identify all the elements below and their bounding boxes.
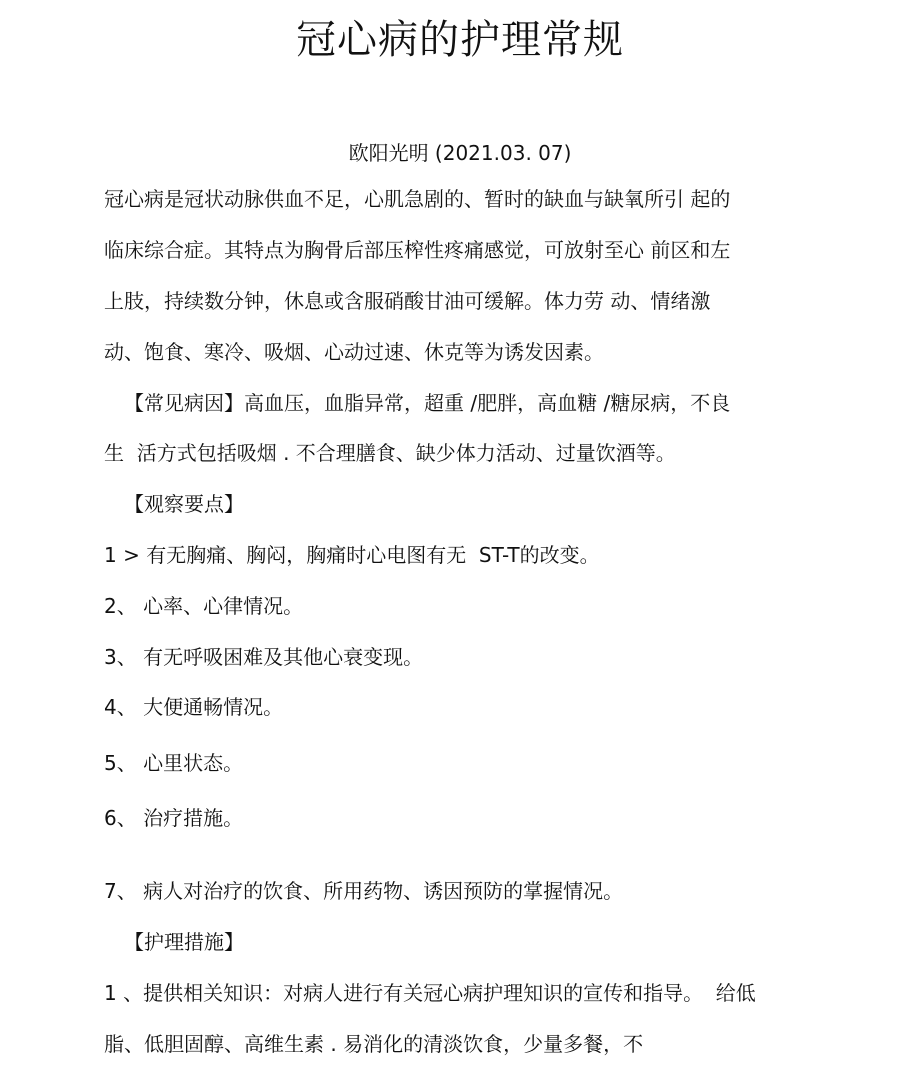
causes-line: 【常见病因】高血压，血脂异常，超重 /肥胖，高血糖 /糖尿病，不良 [124, 391, 731, 415]
document-title: 冠心病的护理常规 [296, 17, 624, 63]
list-item: 6、 治疗措施。 [104, 806, 244, 830]
section-heading-observation: 【观察要点】 [124, 492, 244, 516]
paragraph-line: 临床综合症。其特点为胸骨后部压榨性疼痛感觉，可放射至心 前区和左 [104, 238, 731, 262]
list-item: 4、 大便通畅情况。 [104, 695, 284, 719]
paragraph-line: 动、饱食、寒冷、吸烟、心动过速、休克等为诱发因素。 [104, 340, 604, 364]
causes-line: 生 活方式包括吸烟 . 不合理膳食、缺少体力活动、过量饮酒等。 [104, 441, 676, 465]
care-item-line: 脂、低胆固醇、高维生素 . 易消化的清淡饮食，少量多餐，不 [104, 1032, 644, 1056]
author-date: 欧阳光明 (2021.03. 07) [348, 141, 572, 165]
paragraph-line: 上肢，持续数分钟，休息或含服硝酸甘油可缓解。体力劳 动、情绪激 [104, 289, 711, 313]
paragraph-line: 冠心病是冠状动脉供血不足，心肌急剧的、暂时的缺血与缺氧所引 起的 [104, 187, 731, 211]
list-item: 2、 心率、心律情况。 [104, 594, 304, 618]
care-item-line: 1 、提供相关知识：对病人进行有关冠心病护理知识的宣传和指导。 给低 [104, 981, 756, 1005]
section-heading-care: 【护理措施】 [124, 930, 244, 954]
list-item: 3、 有无呼吸困难及其他心衰变现。 [104, 645, 424, 669]
list-item: 5、 心里状态。 [104, 751, 244, 775]
list-item: 1 > 有无胸痛、胸闷，胸痛时心电图有无 ST-T的改变。 [104, 543, 600, 567]
list-item: 7、 病人对治疗的饮食、所用药物、诱因预防的掌握情况。 [104, 879, 624, 903]
